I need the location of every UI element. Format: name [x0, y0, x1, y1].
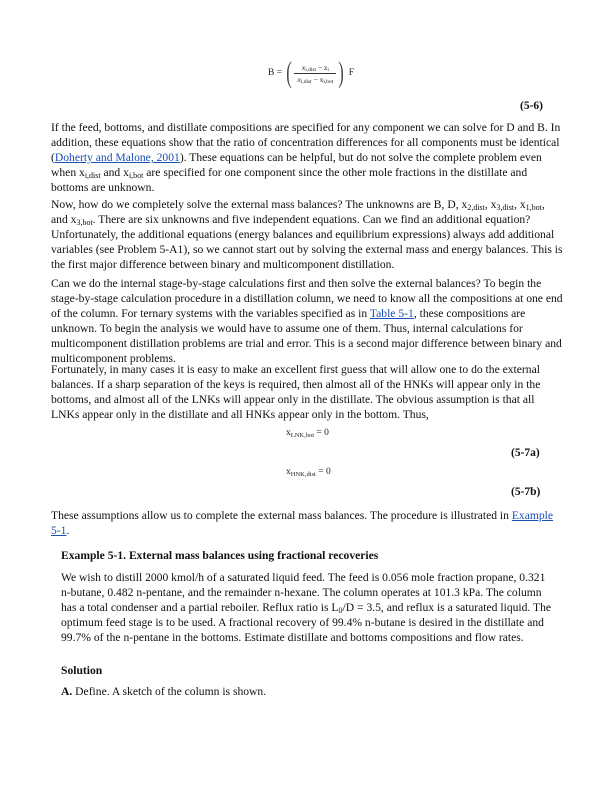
- eq-lhs: B =: [268, 68, 283, 78]
- p5-text-1: These assumptions allow us to complete the external mass balances. The procedure is illustrated in: [51, 509, 512, 522]
- step-a-text: Define. A sketch of the column is shown.: [72, 685, 267, 698]
- den-x1-sub: i,dist: [300, 78, 312, 85]
- equation-number-5-7b: (5-7b): [511, 486, 541, 498]
- example-text-1: We wish to distill 2000 kmol/h of a saturated liquid feed. The feed is 0.056 mole fraction propane, 0.321 n-butane, 0.482 n-pentane, and the remainder n-hexane. The column operates at 101.3 kPa. The column has a total condenser and a partial reboiler. Reflux ratio is L: [61, 571, 546, 614]
- link-doherty-malone[interactable]: Doherty and Malone, 2001: [54, 151, 180, 164]
- fraction-denominator: [294, 74, 336, 84]
- equation-5-6: [268, 58, 354, 88]
- p1-sub-1: i,dist: [84, 171, 101, 180]
- p2-text-5: . There are six unknowns and five independent equations. Can we find an additional equation? Unfortunately, the additional equations (energy balances and equilibrium expressions) always add additional variables (see Problem 5-A1), so we cannot start out by solving the external mass and energy balances. This is the first major difference between binary and multicomponent distillation.: [51, 213, 563, 271]
- fraction: [294, 63, 336, 84]
- example-sub-1: 0: [338, 606, 343, 615]
- link-table-5-1[interactable]: Table 5-1: [369, 307, 414, 320]
- p2-sub-3: 1,bot: [525, 203, 542, 212]
- p5-text-2: .: [66, 524, 70, 537]
- p2-sub-4: 3,bot: [76, 218, 93, 227]
- den-x1: x: [297, 74, 301, 84]
- p1-text-4: are specified for one component since the other mole fractions in the distillate and bottoms are unknown.: [51, 166, 528, 194]
- fraction-numerator: [294, 63, 336, 74]
- example-title: Example 5-1. External mass balances using fractional recoveries: [61, 549, 379, 562]
- link-example-5-1[interactable]: Example 5-1: [51, 509, 554, 537]
- p1-text-1: If the feed, bottoms, and distillate compositions are specified for any component we can solve for D and B. In addition, these equations show that the ratio of concentration differences for all components must be identical (: [51, 121, 561, 164]
- den-minus: − x: [311, 74, 324, 84]
- equation-5-7a: [286, 428, 329, 438]
- num-x-sub: i,dist: [305, 66, 317, 73]
- equation-number-5-6: (5-6): [520, 100, 543, 112]
- solution-heading: Solution: [61, 664, 103, 677]
- example-text-2: /D = 3.5, and reflux is a saturated liquid. The optimum feed stage is to be used. A fractional recovery of 99.4% n-butane is desired in the distillate and 99.7% of the n-pentane in the bottoms. Estimate distillate and bottoms compositions and flow rates.: [61, 601, 552, 644]
- step-a-label: A.: [61, 685, 73, 698]
- eq7a-sub: LNK,bot: [290, 432, 315, 439]
- p1-sub-2: i,bot: [128, 171, 144, 180]
- p2-text-1: Now, how do we completely solve the external mass balances? The unknowns are B, D, x: [51, 198, 468, 211]
- num-z-sub: i: [327, 66, 329, 73]
- paragraph-5: [51, 508, 564, 538]
- equation-number-5-7a: (5-7a): [511, 447, 540, 459]
- eq7b-x: x: [286, 467, 291, 477]
- eq7a-rhs: = 0: [314, 428, 329, 438]
- step-a: [61, 684, 556, 699]
- p1-text-2: ). These equations can be helpful, but do not solve the complete problem even when x: [51, 151, 542, 179]
- eq7b-sub: HNK,dist: [290, 471, 316, 478]
- equation-5-7b: [286, 467, 331, 477]
- eq7b-rhs: = 0: [315, 467, 331, 477]
- num-minus: − z: [316, 62, 328, 72]
- right-paren: ): [338, 56, 345, 89]
- paragraph-3: [51, 276, 564, 366]
- eq7a-x: x: [286, 428, 291, 438]
- example-body: [61, 570, 556, 645]
- p1-text-3: and x: [100, 166, 129, 179]
- num-x: x: [301, 62, 306, 72]
- p2-text-4: , and x: [51, 198, 545, 226]
- eq-rhs: F: [348, 68, 354, 78]
- paragraph-2: [51, 197, 564, 272]
- paragraph-4: Fortunately, in many cases it is easy to make an excellent first guess that will allow one to do the external balances. If a sharp separation of the keys is required, then almost all of the HNKs will appear only in the bottoms, and almost all of the LNKs will appear only in the distillate. The obvious assumption is that all LNKs appear only in the distillate and all HNKs appear only in the bottom. Thus,: [51, 363, 541, 421]
- p3-text-1: Can we do the internal stage-by-stage calculations first and then solve the external balances? To begin the stage-by-stage calculation procedure in a distillation column, we need to know all the compositions at one end of the column. For ternary systems with the variables specified as in: [51, 277, 563, 320]
- den-x2-sub: i,bot: [323, 78, 334, 85]
- paragraph-1: [51, 120, 564, 195]
- p2-sub-2: 3,dist: [496, 203, 515, 212]
- left-paren: (: [286, 56, 293, 89]
- p2-text-3: , x: [514, 198, 526, 211]
- p2-sub-1: 2,dist: [467, 203, 485, 212]
- p3-text-2: , these compositions are unknown. To begin the analysis we would have to assume one of them. Thus, internal calculations for multicomponent distillation problems are trial and error. This is a second major difference between binary and multicomponent problems.: [51, 307, 562, 365]
- p2-text-2: , x: [484, 198, 497, 211]
